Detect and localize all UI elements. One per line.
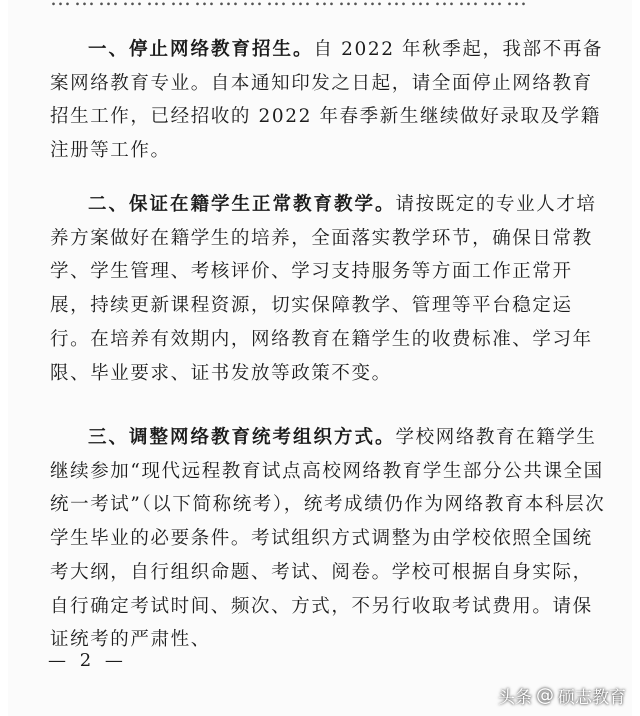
cut-off-top-line <box>50 0 610 10</box>
watermark-prefix: 头条 <box>498 688 532 708</box>
watermark-account: 硕志教育 <box>558 688 626 708</box>
paragraph-3-heading: 三、调整网络教育统考组织方式。 <box>88 427 396 448</box>
paragraph-1-heading: 一、停止网络教育招生。 <box>88 39 314 60</box>
paragraph-1 <box>50 33 610 168</box>
at-icon: @ <box>536 685 554 706</box>
paragraph-2-heading: 二、保证在籍学生正常教育教学。 <box>88 194 396 215</box>
paragraph-1-body: 自 2022 年秋季起，我部不再备案网络教育专业。自本通知印发之日起，请全面停止网络教育招生工作，已经招收的 2022 年春季新生继续做好录取及学籍注册等工作。 <box>50 39 604 162</box>
paragraph-3-body: 学校网络教育在籍学生继续参加“现代远程教育试点高校网络教育学生部分公共课全国统一考试”（以下简称统考），统考成绩仍作为网络教育本科层次学生毕业的必要条件。考试组织方式调整为由学校依照全国统考大纲，自行组织命题、考试、阅卷。学校可根据自身实际，自行确定考试时间、频次、方式，不另行收取考试费用。请保证统考的严肃性、 <box>50 427 606 651</box>
source-watermark <box>498 683 626 708</box>
paragraph-2 <box>50 188 610 390</box>
document-page <box>8 0 632 716</box>
page-number: — 2 — <box>48 650 127 671</box>
paragraph-3 <box>50 421 610 657</box>
paragraph-2-body: 请按既定的专业人才培养方案做好在籍学生的培养，全面落实教学环节，确保日常教学、学生管理、考核评价、学习支持服务等方面工作正常开展，持续更新课程资源，切实保障教学、管理等平台稳定运行。在培养有效期内，网络教育在籍学生的收费标准、学习年限、毕业要求、证书发放等政策不变。 <box>50 194 597 384</box>
